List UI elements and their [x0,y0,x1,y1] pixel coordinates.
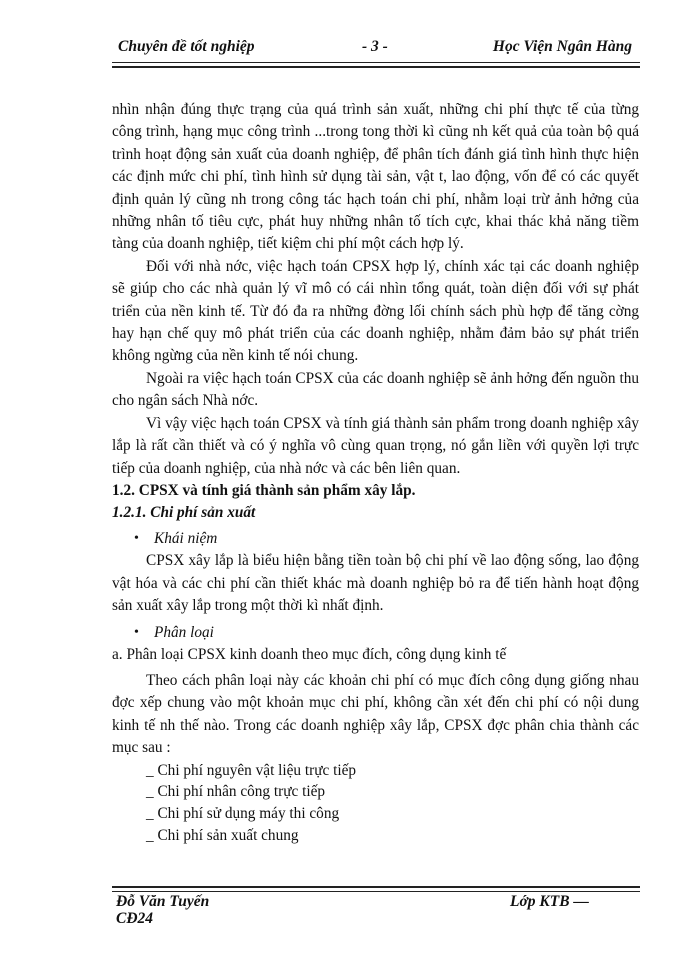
document-body [112,99,639,847]
header-rule-thin [112,62,640,63]
bullet-classification-label: Phân loại [154,623,214,641]
footer-class: Lớp KTB — [510,893,589,910]
list-item: _ Chi phí nguyên vật liệu trực tiếp [146,761,357,779]
header-institution: Học Viện Ngân Hàng [492,38,632,55]
bullet-dot-icon: • [134,624,139,640]
section-heading-1-2-1: 1.2.1. Chi phí sản xuất [112,504,256,522]
header-page-number: - 3 - [362,38,388,55]
bullet-concept [112,528,639,550]
paragraph-4: Vì vậy việc hạch toán CPSX và tính giá thành sản phẩm trong doanh nghiệp xây lắp là rất cần thiết và có ý nghĩa vô cùng quan trọng, nó gắn liền với quyền lợi trực tiếp của doanh nghiệp, của nhà nớc và các bên liên quan. [112,414,639,477]
classification-a-paragraph: Theo cách phân loại này các khoản chi phí có mục đích công dụng giống nhau đợc xếp chung vào một khoản mục chi phí, không cần xét đến chi phí có nội dung kinh tế nh thế nào. Trong các doanh nghiệp xây lắp, CPSX đợc phân chia thành các mục sau : [112,671,639,757]
bullet-dot-icon: • [134,531,139,547]
section-heading-1-2: 1.2. CPSX và tính giá thành sản phẩm xây lắp. [112,481,416,499]
list-item: _ Chi phí sản xuất chung [146,826,299,844]
classification-a-title: a. Phân loại CPSX kinh doanh theo mục đích, công dụng kinh tế [112,645,507,663]
concept-paragraph: CPSX xây lắp là biểu hiện bằng tiền toàn bộ chi phí về lao động sống, lao động vật hóa và các chi phí cần thiết khác mà doanh nghiệp bỏ ra để tiến hành hoạt động sản xuất xây lắp trong một thời kì nhất định. [112,552,639,615]
footer-rule-thin [112,891,640,892]
list-item: _ Chi phí sử dụng máy thi công [146,805,340,823]
paragraph-2: Đối với nhà nớc, việc hạch toán CPSX hợp lý, chính xác tại các doanh nghiệp sẽ giúp cho các nhà quản lý vĩ mô có cái nhìn tổng quát, toàn diện đối với sự phát triển của nền kinh tế. Từ đó đa ra những đờng lối chính sách phù hợp để tăng cờng hay hạn chế quy mô phát triển của các doanh nghiệp, nhằm đảm bảo sự phát triển không ngừng của nền kinh tế nói chung. [112,257,639,365]
footer-author [116,893,209,927]
paragraph-3: Ngoài ra việc hạch toán CPSX của các doanh nghiệp sẽ ảnh hởng đến nguồn thu cho ngân sách Nhà nớc. [112,369,639,410]
footer-author-class-code: CĐ24 [116,910,154,927]
bullet-concept-label: Khái niệm [154,530,218,548]
page-footer [112,893,640,937]
list-item: _ Chi phí nhân công trực tiếp [146,783,326,801]
header-document-type: Chuyên đề tốt nghiệp [118,38,255,55]
page-header [112,38,640,60]
bullet-classification [112,622,639,644]
paragraph-1: nhìn nhận đúng thực trạng của quá trình sản xuất, những chi phí thực tế của từng công trình, hạng mục công trình ...trong tong thời kì cũng nh kết quả của toàn bộ quá trình hoạt động sản xuất của doanh nghiệp, để phân tích đánh giá tình hình thực hiện các định mức chi phí, tình hình sử dụng tài sản, vật t, lao động, vốn để có các quyết định quản lý cũng nh trong công tác hạch toán chi phí, nhằm loại trừ ảnh hởng của những nhân tố tiêu cực, phát huy những nhân tố tích cực, khai thác khả năng tiềm tàng của doanh nghiệp, tiết kiệm chi phí một cách hợp lý. [112,101,639,253]
footer-rule-thick [112,886,640,888]
footer-author-name: Đỗ Văn Tuyến [116,893,210,910]
header-rule-thick [112,66,640,68]
